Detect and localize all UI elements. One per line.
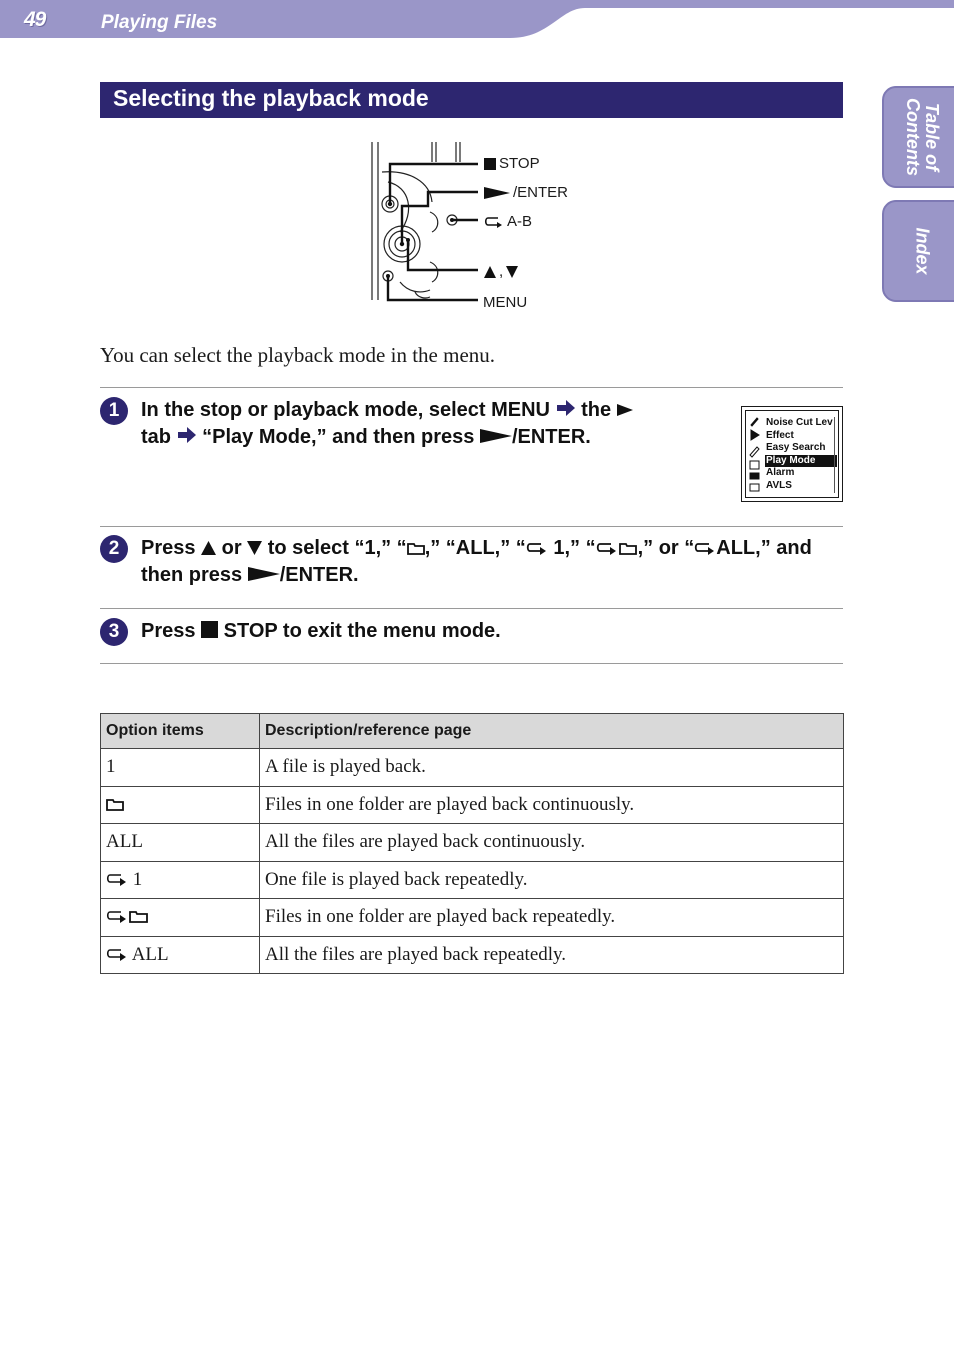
table-row (101, 936, 844, 974)
page-title: Selecting the playback mode (100, 82, 843, 118)
table-row (101, 786, 844, 824)
ab-label-group (484, 213, 532, 230)
menu-label: MENU (483, 294, 528, 311)
option-cell (101, 861, 260, 899)
ab-label: A-B (507, 213, 533, 230)
edit-icon (750, 447, 759, 457)
step-text-part: the (575, 399, 617, 421)
option-text: 1 (128, 868, 143, 890)
table-header-row (101, 714, 844, 749)
menu-item: Alarm (766, 467, 795, 478)
step-text-part: ALL,” and (716, 537, 812, 559)
step-text-part: In the stop or playback mode, select MENU (141, 399, 556, 421)
repeat-icon (526, 541, 548, 555)
table-row (101, 899, 844, 937)
folder-icon (106, 797, 124, 811)
play-icon (248, 566, 280, 582)
repeat-icon (106, 947, 128, 961)
settings-icon (750, 484, 759, 491)
toc-tab-line2: Contents (903, 98, 923, 176)
description-cell: Files in one folder are played back repeatedly. (260, 899, 844, 937)
folder-icon (618, 541, 638, 555)
table-row (101, 749, 844, 787)
step-text-part: then press (141, 564, 248, 586)
option-cell (101, 899, 260, 937)
column-header: Description/reference page (260, 714, 844, 749)
table-of-contents-tab[interactable] (882, 86, 954, 188)
option-text: ALL (128, 943, 169, 965)
option-cell (101, 749, 260, 787)
step-text-part: tab (141, 426, 177, 448)
enter-label: /ENTER (513, 184, 569, 201)
menu-tab-icons (748, 415, 761, 497)
divider (100, 387, 843, 388)
step-2 (100, 535, 843, 597)
step-3 (100, 618, 843, 654)
step-2-line-2 (141, 562, 812, 589)
step-text-part: Press (141, 620, 202, 642)
folder-icon (128, 909, 150, 923)
toc-tab-line1: Table of (922, 102, 942, 172)
device-figure (370, 142, 630, 314)
updown-label-group (484, 263, 518, 280)
section-name: Playing Files (101, 12, 218, 33)
step-number: 1 (100, 397, 128, 425)
stop-icon (484, 158, 496, 170)
menu-scrollbar (830, 417, 835, 493)
up-arrow-icon (484, 266, 496, 278)
options-table (100, 713, 844, 974)
step-text-part: /ENTER. (279, 564, 359, 586)
step-text-part: to select “1,” “ (262, 537, 407, 559)
menu-item: Easy Search (766, 442, 826, 453)
clock-icon (750, 473, 759, 479)
play-icon (484, 186, 510, 200)
table-row (101, 861, 844, 899)
menu-screen-frame (745, 410, 839, 498)
index-tab[interactable] (882, 200, 954, 302)
step-text (141, 535, 812, 589)
folder-icon (407, 541, 425, 555)
intro-text: You can select the playback mode in the menu. (100, 343, 496, 367)
divider (100, 663, 843, 664)
play-icon (480, 428, 512, 444)
stop-label: STOP (499, 155, 540, 172)
option-cell (101, 936, 260, 974)
step-1-line-2 (141, 424, 633, 451)
menu-item: Noise Cut Lev (766, 417, 833, 428)
column-header: Option items (101, 714, 260, 749)
down-arrow-icon (247, 541, 262, 555)
step-text-part: “Play Mode,” and then press (196, 426, 480, 448)
description-cell: All the files are played back continuously. (260, 824, 844, 862)
toc-tab-label (903, 98, 941, 176)
enter-label-group (484, 184, 568, 201)
description-cell: All the files are played back repeatedly. (260, 936, 844, 974)
description-cell: One file is played back repeatedly. (260, 861, 844, 899)
description-cell: A file is played back. (260, 749, 844, 787)
menu-list (765, 417, 837, 492)
divider (100, 608, 843, 609)
step-number: 3 (100, 618, 128, 646)
step-text (141, 618, 501, 645)
step-text-part: STOP to exit the menu mode. (218, 620, 501, 642)
down-arrow-icon (506, 266, 518, 278)
step-text-part: or (216, 537, 248, 559)
display-icon (750, 461, 759, 469)
option-cell (101, 786, 260, 824)
divider (100, 526, 843, 527)
stop-label-group (484, 155, 540, 172)
page-number: 49 (24, 8, 46, 31)
repeat-icon (694, 541, 716, 555)
updown-separator: , (499, 263, 504, 280)
header-band (0, 0, 954, 40)
up-arrow-icon (201, 541, 216, 555)
step-2-line-1 (141, 535, 812, 562)
menu-item: AVLS (766, 479, 792, 491)
repeat-icon (106, 872, 128, 886)
table-row (101, 824, 844, 862)
menu-item: Effect (766, 429, 794, 441)
option-text: 1 (106, 756, 116, 778)
menu-screen (741, 406, 843, 502)
step-text-part: /ENTER. (511, 426, 591, 448)
step-text-part: ,” “ALL,” “ (424, 537, 526, 559)
option-cell (101, 824, 260, 862)
repeat-icon (106, 909, 128, 923)
index-tab-label: Index (912, 227, 933, 275)
step-text-part: 1,” “ (547, 537, 596, 559)
step-text-part: Press (141, 537, 202, 559)
step-1 (100, 397, 843, 517)
step-number: 2 (100, 535, 128, 563)
step-1-line-1 (141, 397, 633, 424)
repeat-icon (596, 541, 618, 555)
arrow-right-icon (177, 426, 197, 444)
step-text (141, 397, 633, 451)
repeat-icon (484, 215, 504, 229)
description-cell: Files in one folder are played back continuously. (260, 786, 844, 824)
menu-item-selected: Play Mode (765, 455, 837, 468)
mic-icon (751, 418, 758, 426)
step-text-part: ,” or “ (637, 537, 695, 559)
arrow-right-icon (556, 399, 576, 417)
play-icon (617, 403, 633, 417)
play-tab-icon (751, 430, 759, 440)
option-text: ALL (106, 831, 143, 853)
stop-icon (201, 621, 218, 638)
